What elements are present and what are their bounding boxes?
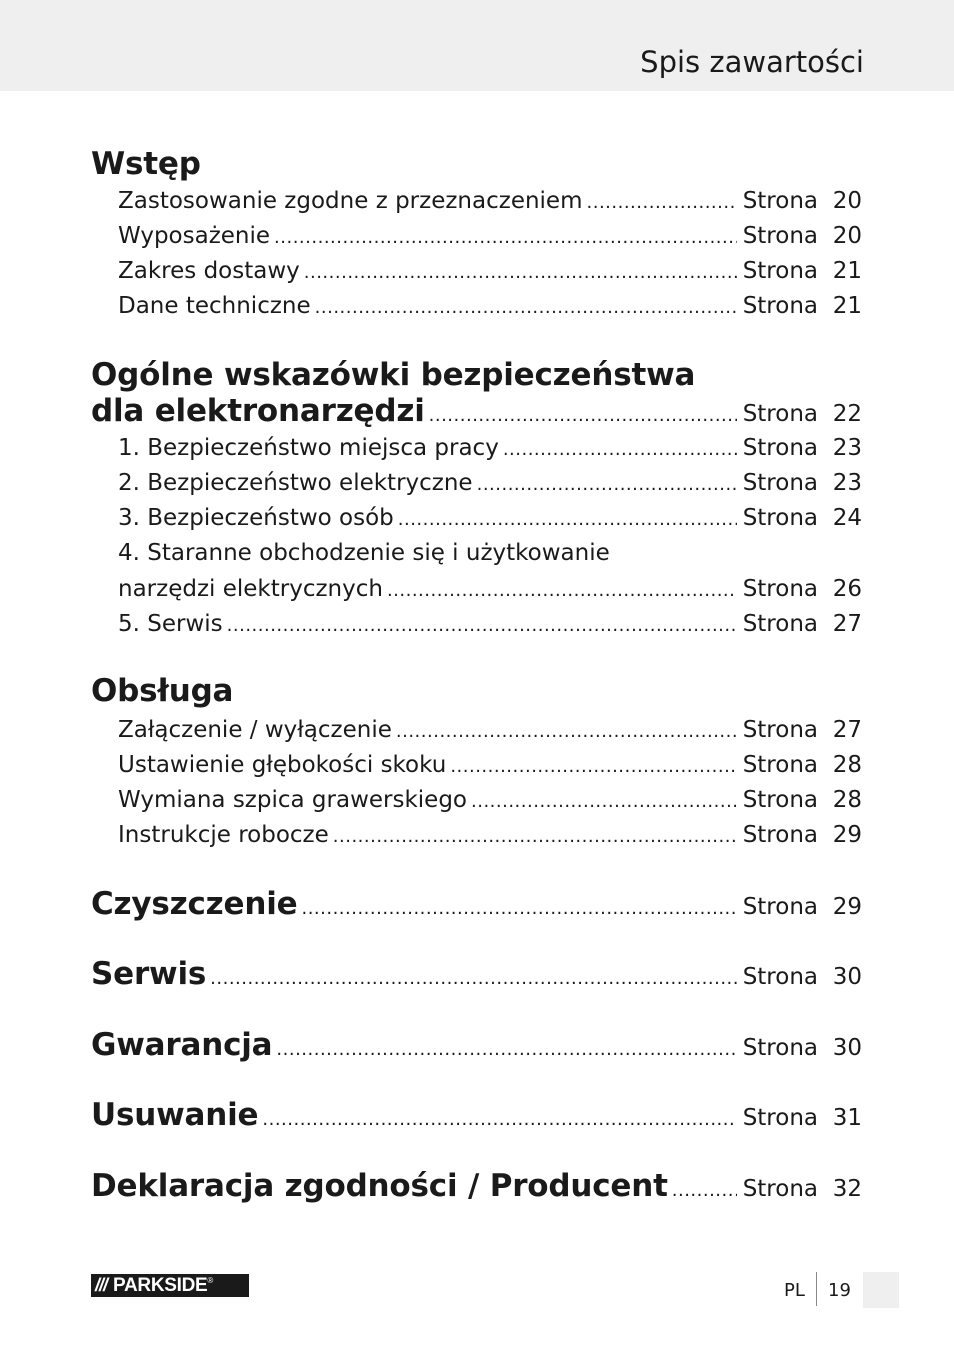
dot-leader xyxy=(301,892,736,926)
toc-entry-label: Instrukcje robocze xyxy=(118,822,329,848)
page-word: Strona xyxy=(742,894,818,920)
dot-leader xyxy=(477,468,737,502)
dot-leader xyxy=(333,820,737,854)
dot-leader xyxy=(503,433,737,467)
dot-leader xyxy=(471,785,737,819)
toc-entry-main[interactable] xyxy=(91,1098,862,1132)
toc-entry[interactable] xyxy=(118,501,862,535)
toc-entry-label: narzędzi elektrycznych xyxy=(118,576,383,602)
toc-entry-label: Wymiana szpica grawerskiego xyxy=(118,787,467,813)
toc-entry[interactable] xyxy=(118,289,862,323)
toc-entry-label: 2. Bezpieczeństwo elektryczne xyxy=(118,470,473,496)
page-word: Strona xyxy=(742,576,818,602)
toc-entry-label: 5. Serwis xyxy=(118,611,223,637)
dot-leader xyxy=(587,186,737,220)
toc-entry[interactable] xyxy=(118,572,862,606)
dot-leader xyxy=(672,1174,737,1208)
toc-entry-label: 3. Bezpieczeństwo osób xyxy=(118,505,394,531)
toc-entry[interactable] xyxy=(118,748,862,782)
dot-leader xyxy=(210,962,737,996)
toc-entry-main[interactable] xyxy=(91,394,862,428)
page-word: Strona xyxy=(742,293,818,319)
section-title-serwis: Serwis xyxy=(91,956,207,992)
dot-leader xyxy=(274,221,737,255)
page-number: 24 xyxy=(832,505,862,531)
toc-entry-label-line1: 4. Staranne obchodzenie się i użytkowanie xyxy=(118,540,610,566)
page-number: 28 xyxy=(832,752,862,778)
dot-leader xyxy=(304,256,737,290)
toc-entry-label: Wyposażenie xyxy=(118,223,271,249)
toc-entry[interactable] xyxy=(118,713,862,747)
page-word: Strona xyxy=(742,505,818,531)
toc-entry-main[interactable] xyxy=(91,1169,862,1203)
page-word: Strona xyxy=(742,188,818,214)
toc-entry[interactable] xyxy=(118,184,862,218)
page-word: Strona xyxy=(742,822,818,848)
parkside-logo xyxy=(91,1274,249,1297)
toc-entry-label: Dane techniczne xyxy=(118,293,311,319)
page-word: Strona xyxy=(742,1105,818,1131)
page-word: Strona xyxy=(742,717,818,743)
page-word: Strona xyxy=(742,611,818,637)
footer-page-number: 19 xyxy=(828,1280,851,1301)
page-word: Strona xyxy=(742,401,818,427)
section-title-obsluga: Obsługa xyxy=(91,673,234,709)
section-title-ogolne-line2: dla elektronarzędzi xyxy=(91,393,425,429)
page-word: Strona xyxy=(742,964,818,990)
toc-entry[interactable] xyxy=(118,219,862,253)
page-number: 23 xyxy=(832,470,862,496)
toc-entry[interactable] xyxy=(118,607,862,641)
dot-leader xyxy=(396,715,737,749)
page-number: 21 xyxy=(832,258,862,284)
toc-entry-label: Ustawienie głębokości skoku xyxy=(118,752,447,778)
page-word: Strona xyxy=(742,787,818,813)
toc-entry[interactable] xyxy=(118,431,862,465)
dot-leader xyxy=(387,574,737,608)
dot-leader xyxy=(276,1033,736,1067)
section-title-ogolne: Ogólne wskazówki bezpieczeństwa xyxy=(91,357,696,393)
language-code: PL xyxy=(784,1280,805,1301)
toc-entry-label: Zakres dostawy xyxy=(118,258,300,284)
toc-entry-label: Załączenie / wyłączenie xyxy=(118,717,392,743)
page-word: Strona xyxy=(742,258,818,284)
page-word: Strona xyxy=(742,1176,818,1202)
footer-divider xyxy=(816,1272,817,1306)
page-number: 22 xyxy=(832,401,862,427)
toc-entry-label: 1. Bezpieczeństwo miejsca pracy xyxy=(118,435,499,461)
toc-entry-label: Zastosowanie zgodne z przeznaczeniem xyxy=(118,188,583,214)
page-word: Strona xyxy=(742,470,818,496)
page-number: 31 xyxy=(832,1105,862,1131)
page-number: 27 xyxy=(832,611,862,637)
dot-leader xyxy=(429,399,737,433)
toc-entry[interactable] xyxy=(118,466,862,500)
page-number: 30 xyxy=(832,964,862,990)
logo-text: PARKSIDE xyxy=(113,1274,208,1296)
page-title: Spis zawartości xyxy=(640,45,864,79)
toc-entry[interactable] xyxy=(118,783,862,817)
dot-leader xyxy=(398,503,737,537)
section-title-wstep: Wstęp xyxy=(91,146,201,182)
page-word: Strona xyxy=(742,752,818,778)
logo-slashes-icon: /// xyxy=(95,1275,108,1295)
section-title-deklaracja: Deklaracja zgodności / Producent xyxy=(91,1168,668,1204)
toc-entry[interactable] xyxy=(118,254,862,288)
page-number: 26 xyxy=(832,576,862,602)
page-number: 23 xyxy=(832,435,862,461)
page-number: 20 xyxy=(832,223,862,249)
page-number: 30 xyxy=(832,1035,862,1061)
page-number: 27 xyxy=(832,717,862,743)
toc-entry-main[interactable] xyxy=(91,957,862,991)
section-title-gwarancja: Gwarancja xyxy=(91,1027,273,1063)
page-number: 29 xyxy=(832,894,862,920)
toc-entry-main[interactable] xyxy=(91,887,862,921)
page-word: Strona xyxy=(742,435,818,461)
page-number: 29 xyxy=(832,822,862,848)
section-title-usuwanie: Usuwanie xyxy=(91,1097,259,1133)
page-number: 32 xyxy=(832,1176,862,1202)
page-number: 21 xyxy=(832,293,862,319)
dot-leader xyxy=(315,291,737,325)
page-number: 20 xyxy=(832,188,862,214)
dot-leader xyxy=(227,609,737,643)
toc-entry[interactable] xyxy=(118,818,862,852)
footer-tab-box xyxy=(863,1272,899,1308)
section-title-czyszczenie: Czyszczenie xyxy=(91,886,298,922)
registered-mark: ® xyxy=(207,1276,214,1285)
toc-entry-main[interactable] xyxy=(91,1028,862,1062)
dot-leader xyxy=(262,1103,736,1137)
page-word: Strona xyxy=(742,223,818,249)
page-word: Strona xyxy=(742,1035,818,1061)
page-number: 28 xyxy=(832,787,862,813)
dot-leader xyxy=(450,750,736,784)
